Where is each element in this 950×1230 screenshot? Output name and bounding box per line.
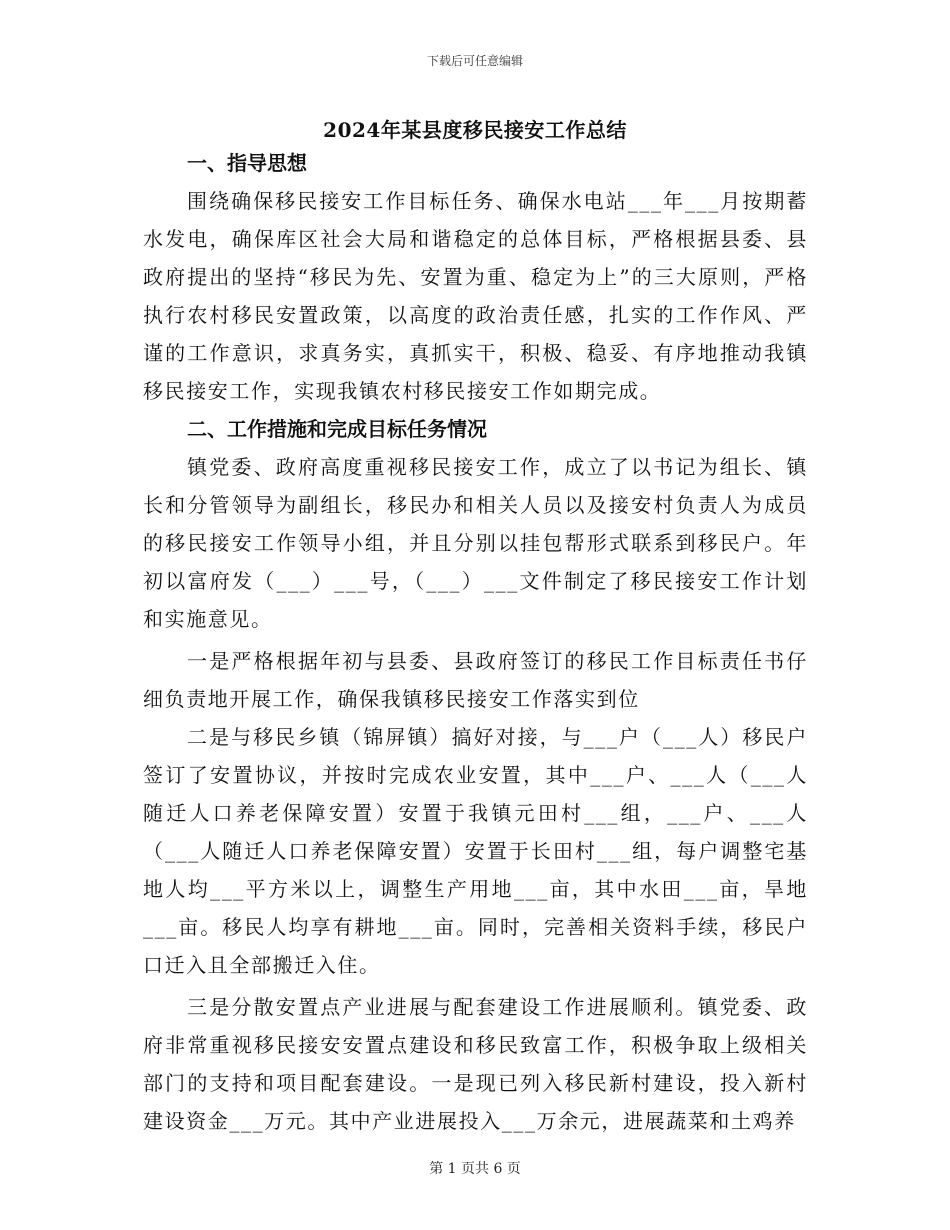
document-body xyxy=(143,144,808,1140)
paragraph: 三是分散安置点产业进展与配套建设工作进展顺利。镇党委、政府非常重视移民接安安置点建设和移民致富工作，积极争取上级相关部门的支持和项目配套建设。一是现已列入移民新村建设，投入新村建设资金___万元。其中产业进展投入___万余元，进展蔬菜和土鸡养 xyxy=(143,995,808,1133)
section-heading-2: 二、工作措施和完成目标任务情况 xyxy=(187,417,487,441)
paragraph: 镇党委、政府高度重视移民接安工作，成立了以书记为组长、镇长和分管领导为副组长，移民办和相关人员以及接安村负责人为成员的移民接安工作领导小组，并且分别以挂包帮形式联系到移民户。年初以富府发（___）___号，（___）___文件制定了移民接安工作计划和实施意见。 xyxy=(143,455,808,631)
paragraph: 围绕确保移民接安工作目标任务、确保水电站___年___月按期蓄水发电，确保库区社会大局和谐稳定的总体目标，严格根据县委、县政府提出的坚持“移民为先、安置为重、稳定为上”的三大原则，严格执行农村移民安置政策，以高度的政治责任感，扎实的工作作风、严谨的工作意识，求真务实，真抓实干，积极、稳妥、有序地推动我镇移民接安工作，实现我镇农村移民接安工作如期完成。 xyxy=(143,189,808,403)
document-title: 2024年某县度移民接安工作总结 xyxy=(323,118,627,142)
paragraph: 一是严格根据年初与县委、县政府签订的移民工作目标责任书仔细负责地开展工作，确保我镇移民接安工作落实到位 xyxy=(143,649,808,711)
page-footer: 第 1 页共 6 页 xyxy=(429,1161,521,1177)
section-heading-1: 一、指导思想 xyxy=(187,151,307,175)
page-header: 下载后可任意编辑 xyxy=(426,54,523,68)
paragraph: 二是与移民乡镇（锦屏镇）搞好对接，与___户（___人）移民户签订了安置协议，并按时完成农业安置，其中___户、___人（___人随迁人口养老保障安置）安置于我镇元田村___组，___户、___人（___人随迁人口养老保障安置）安置于长田村___组，每户调整宅基地人均___平方米以上，调整生产用地___亩，其中水田___亩，旱地___亩。移民人均享有耕地___亩。同时，完善相关资料手续，移民户口迁入且全部搬迁入住。 xyxy=(143,725,808,977)
